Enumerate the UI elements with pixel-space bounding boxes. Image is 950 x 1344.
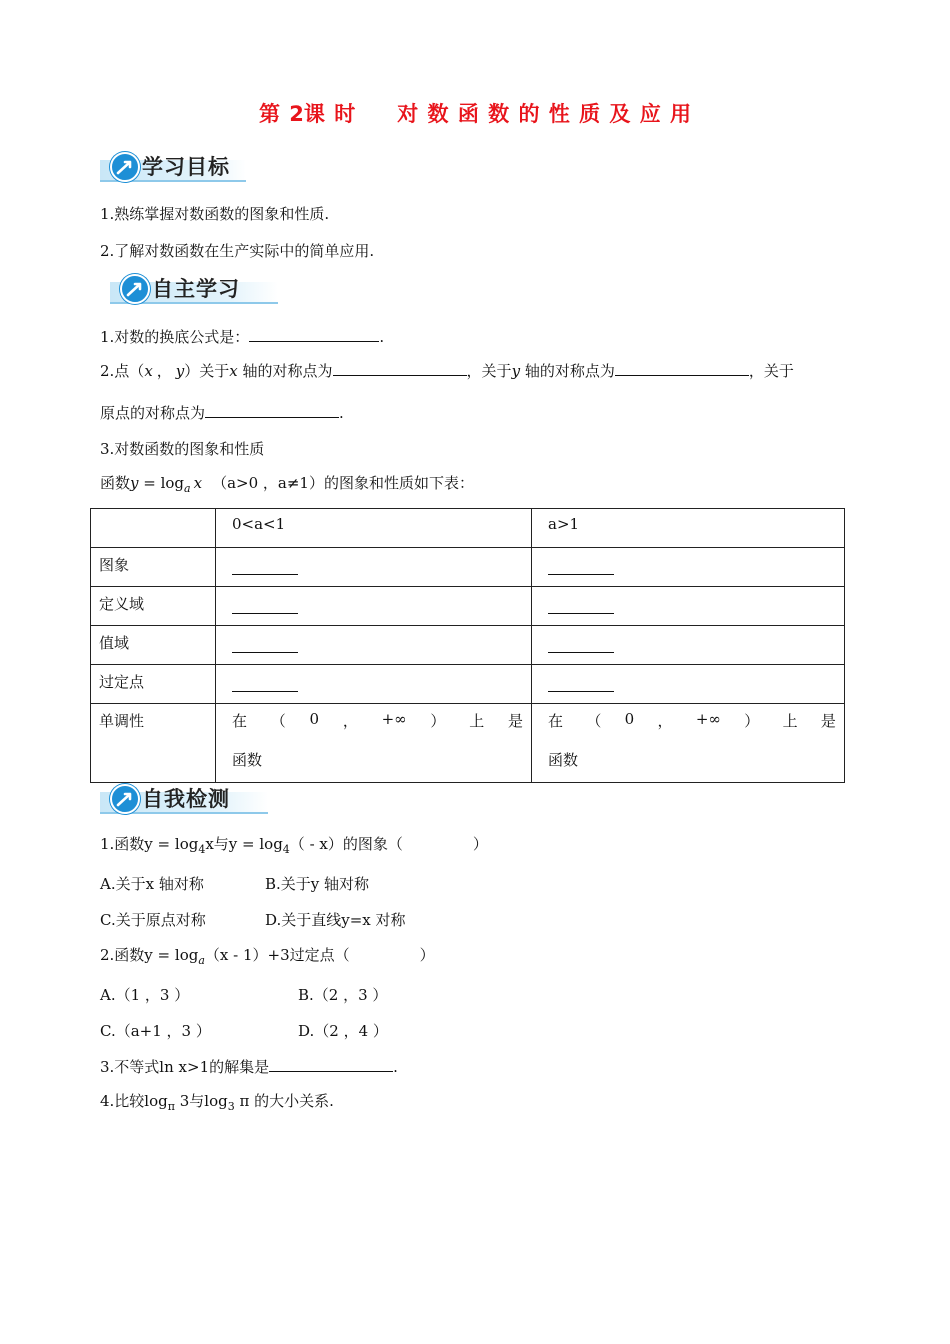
answer-blank[interactable] (333, 361, 467, 376)
answer-blank[interactable] (615, 361, 749, 376)
answer-blank[interactable] (205, 403, 339, 418)
table-header-cell (91, 509, 216, 548)
answer-blank[interactable] (249, 327, 379, 342)
pencil-arrow-icon (120, 274, 150, 304)
check-question-1: 1.函数$y = \log_4x$与$y = \log_4( - x)$的图象（ ） (100, 835, 488, 856)
check-question-3: 3.不等式ln x>1的解集是 . (100, 1058, 398, 1076)
row-label: 值域 (91, 626, 216, 665)
choice-d[interactable]: D.关于直线y=x 对称 (265, 911, 406, 929)
answer-blank[interactable] (232, 554, 298, 575)
choice-d[interactable]: D.（2 ，4 ） (298, 1022, 388, 1040)
lesson-topic: 对 数 函 数 的 性 质 及 应 用 (397, 102, 692, 126)
study-question-2: 2.点（x ， y）关于x 轴的对称点为 ，关于y 轴的对称点为 ，关于 (100, 362, 794, 380)
table-header-row (91, 509, 845, 548)
table-row (91, 587, 845, 626)
lesson-label: 第 2课 时 (258, 102, 356, 126)
answer-blank[interactable] (548, 593, 614, 614)
properties-table (90, 508, 845, 783)
table-row (91, 626, 845, 665)
answer-blank[interactable] (269, 1057, 393, 1072)
answer-blank[interactable] (548, 554, 614, 575)
pencil-arrow-icon (110, 784, 140, 814)
check-question-4: 4.比较$\log_\pi 3$与$\log_3 \pi$ 的大小关系. (100, 1092, 334, 1113)
section-title: 学习目标 (142, 155, 230, 179)
section-banner-self-study (110, 270, 278, 304)
row-label: 图象 (91, 548, 216, 587)
goal-item-1: 1.熟练掌握对数函数的图象和性质. (100, 205, 330, 223)
choice-b[interactable]: B.（2 ，3 ） (298, 986, 388, 1004)
choice-b[interactable]: B.关于y 轴对称 (265, 875, 370, 893)
goal-item-2: 2.了解对数函数在生产实际中的简单应用. (100, 242, 375, 260)
monotonicity-cell: 在 （ 0 ， +∞ ） 上 是 函数 (532, 704, 845, 783)
row-label: 定义域 (91, 587, 216, 626)
monotonicity-cell: 在 （ 0 ， +∞ ） 上 是 函数 (216, 704, 532, 783)
row-label: 过定点 (91, 665, 216, 704)
study-question-3: 3.对数函数的图象和性质 (100, 440, 265, 458)
choice-a[interactable]: A.关于x 轴对称 (100, 875, 204, 893)
section-banner-self-check (100, 780, 268, 814)
row-label: 单调性 (91, 704, 216, 783)
choice-c[interactable]: C.关于原点对称 (100, 911, 206, 929)
answer-blank[interactable] (548, 671, 614, 692)
choice-a[interactable]: A.（1 ，3 ） (100, 986, 190, 1004)
table-row (91, 548, 845, 587)
pencil-arrow-icon (110, 152, 140, 182)
answer-blank[interactable] (232, 593, 298, 614)
table-row-monotonicity (91, 704, 845, 783)
choice-c[interactable]: C.（a+1 ，3 ） (100, 1022, 211, 1040)
section-title: 自主学习 (152, 277, 240, 301)
answer-blank[interactable] (548, 632, 614, 653)
study-question-2-line2: 原点的对称点为 . (100, 404, 344, 422)
page-title (0, 98, 950, 128)
answer-blank[interactable] (232, 671, 298, 692)
section-title: 自我检测 (142, 787, 230, 811)
table-row (91, 665, 845, 704)
study-question-1: 1.对数的换底公式是： . (100, 328, 385, 346)
answer-blank[interactable] (232, 632, 298, 653)
table-header-cell: 0<a<1 (216, 509, 532, 548)
section-banner-goals (100, 148, 246, 182)
function-intro: 函数$y = \log_a x$ （a>0 ，a≠1）的图象和性质如下表： (100, 474, 474, 495)
table-header-cell: a>1 (532, 509, 845, 548)
check-question-2: 2.函数$y = \log_a(x - 1)+3$过定点（ ） (100, 946, 435, 967)
